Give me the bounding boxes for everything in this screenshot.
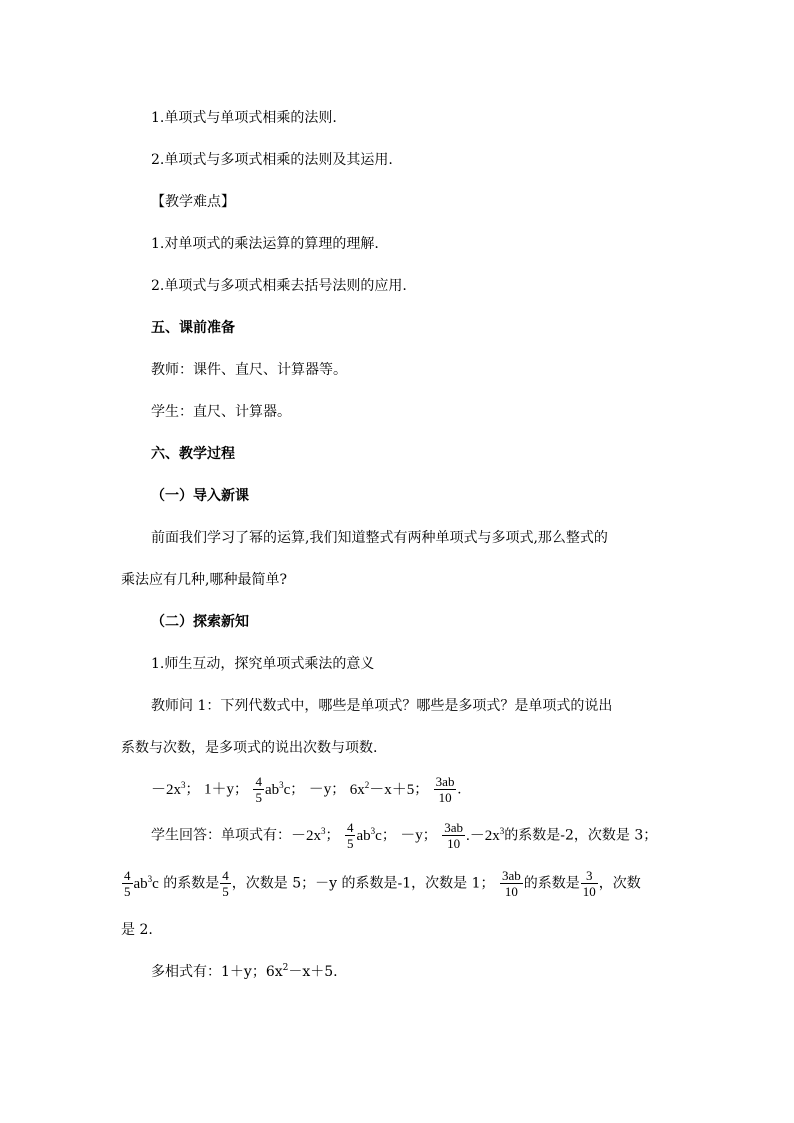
coef-a-text: 的系数是-2，次数是 3； (504, 827, 658, 844)
fraction-4-5: $\frac{4}{5}$ (255, 774, 262, 805)
fraction-4-5: $\frac{4}{5}$ (124, 868, 131, 899)
answer-line-2: $\frac{4}{5}$ $ab^3c$ 的系数是 $\frac{4}{5}$ ，次数是 5；－y 的系数是-1，次数是 1； $\frac{3ab}{10}$ 的系数是 $\frac{3}{10}$ ，次数 (124, 868, 641, 899)
fraction-3-10: $\frac{3}{10}$ (582, 868, 596, 899)
question-line-1: 教师问 1：下列代数式中，哪些是单项式？哪些是多项式？是单项式的说出 (151, 698, 613, 714)
answer-line-3: 是 2. (121, 922, 153, 938)
term-neg-2x3: $-2x^3$ (151, 779, 186, 798)
answer-line-1: 学生回答：单项式有：$-2x^3$； $\frac{4}{5}$ $ab^3c$； －y； $\frac{3ab}{10}$ $.-2x^3$的系数是-2，次数是 3； (151, 820, 658, 851)
difficulty-item-1: 1.对单项式的乘法运算的算理的理解. (151, 236, 379, 252)
difficulty-item-2: 2.单项式与多项式相乘去括号法则的应用. (151, 278, 407, 294)
fraction-3ab-10: $\frac{3ab}{10}$ (501, 868, 521, 899)
term-ab3c: $ab^3c$ (264, 779, 291, 798)
fraction-4-5-coef: $\frac{4}{5}$ (222, 868, 229, 899)
term-neg-y: －y (308, 781, 332, 798)
prep-teacher: 教师：课件、直尺、计算器等。 (151, 362, 347, 378)
focus-item-2: 2.单项式与多项式相乘的法则及其运用. (151, 152, 393, 168)
part1-heading: （一）导入新课 (151, 488, 249, 504)
term-6x2-x-5: $6x^2-x+5$ (349, 779, 415, 798)
fraction-4-5: $\frac{4}{5}$ (346, 820, 354, 851)
term-1-plus-y: 1＋y (203, 781, 234, 798)
process-heading: 六、教学过程 (151, 446, 235, 462)
prep-student: 学生：直尺、计算器。 (151, 404, 291, 420)
focus-item-1: 1.单项式与单项式相乘的法则. (151, 110, 337, 126)
part2-heading: （二）探索新知 (151, 614, 249, 630)
difficulty-heading: 【教学难点】 (151, 194, 235, 210)
prep-heading: 五、课前准备 (151, 320, 235, 336)
fraction-3ab-10: $\frac{3ab}{10}$ (444, 820, 464, 851)
part1-paragraph-line-1: 前面我们学习了幂的运算,我们知道整式有两种单项式与多项式,那么整式的 (151, 530, 608, 546)
answer-lead: 学生回答：单项式有： (151, 827, 291, 844)
fraction-3ab-10: $\frac{3ab}{10}$ (435, 774, 455, 805)
question-line-2: 系数与次数，是多项式的说出次数与项数. (121, 740, 378, 756)
part2-subheading: 1.师生互动，探究单项式乘法的意义 (151, 656, 375, 672)
polynomial-answer: 多相式有：1＋y；$6x^2-x+5$. (151, 963, 338, 980)
expression-list: $-2x^3$； 1＋y； $\frac{4}{5}$ $ab^3c$； －y； $6x^2-x+5$； $\frac{3ab}{10}$ . (151, 774, 462, 805)
part1-paragraph-line-2: 乘法应有几种,哪种最简单? (121, 572, 287, 588)
coef-c-text: －y 的系数是-1，次数是 1； (315, 875, 495, 892)
